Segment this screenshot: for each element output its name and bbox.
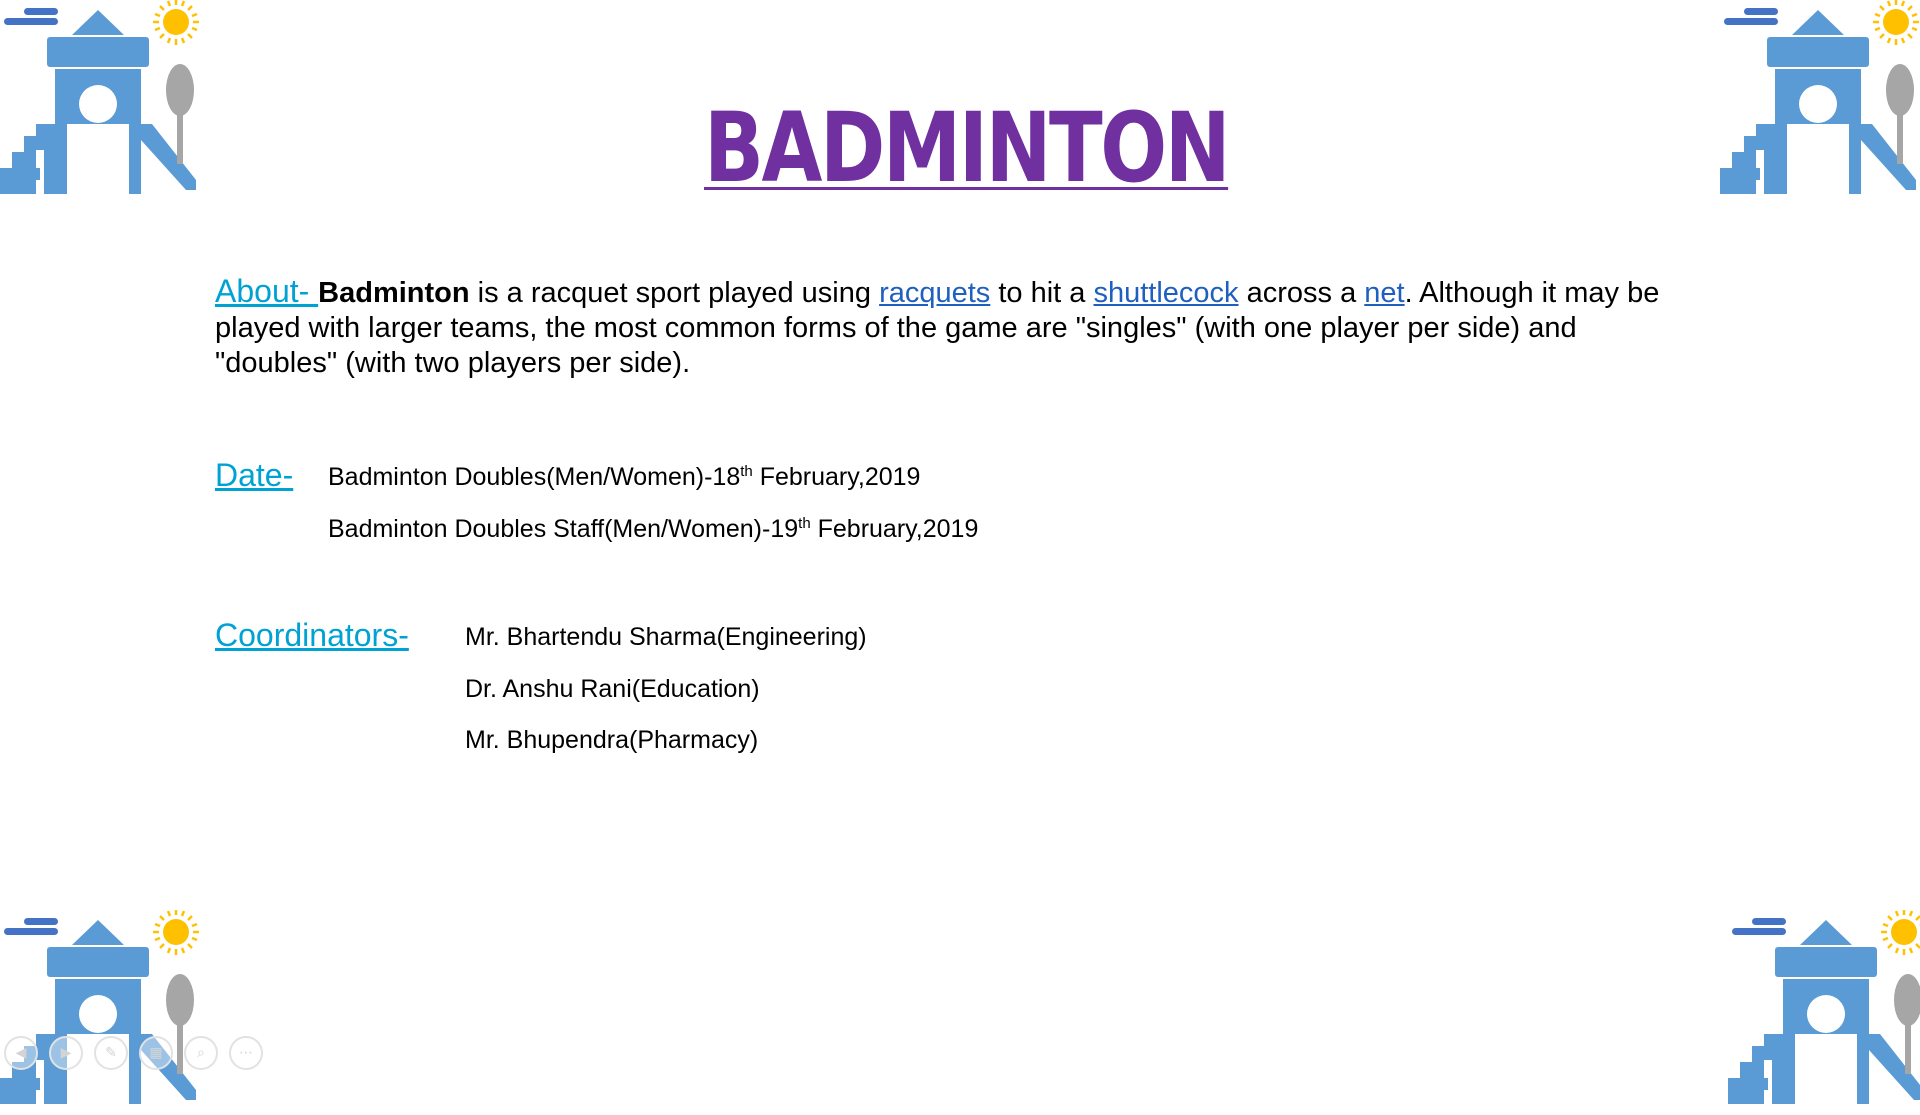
about-text: to hit a xyxy=(990,277,1094,309)
date-entry-text: Badminton Doubles Staff(Men/Women)-19 xyxy=(328,515,799,543)
shuttlecock-link[interactable]: shuttlecock xyxy=(1093,277,1239,309)
date-entry-text: February,2019 xyxy=(752,463,921,491)
date-heading: Date- xyxy=(215,457,294,493)
arrow-left-icon: ◀ xyxy=(15,1045,27,1061)
playground-sun-icon xyxy=(0,0,205,205)
more-options-button[interactable] xyxy=(229,1036,263,1070)
date-entry xyxy=(328,514,978,544)
coordinators-heading: Coordinators- xyxy=(215,617,409,653)
coordinator-name: Mr. Bhartendu Sharma(Engineering) xyxy=(465,623,867,651)
date-entry xyxy=(328,462,920,492)
previous-slide-button[interactable] xyxy=(4,1036,38,1070)
magnifier-icon: ⌕ xyxy=(197,1045,205,1061)
playground-sun-icon xyxy=(1720,0,1920,205)
about-paragraph xyxy=(215,274,1695,381)
pen-tool-button[interactable] xyxy=(94,1036,128,1070)
next-slide-button[interactable] xyxy=(49,1036,83,1070)
racquets-link[interactable]: racquets xyxy=(879,277,991,309)
about-text: . Although it may be played with larger teams, the most common forms of the game are "singles" (with one player per side) and "doubles" (with two players per side). xyxy=(215,277,1660,379)
about-text: across a xyxy=(1238,277,1365,309)
arrow-right-icon: ▶ xyxy=(60,1045,72,1061)
date-ordinal: th xyxy=(798,515,811,532)
playground-sun-icon xyxy=(1728,910,1920,1115)
see-all-slides-button[interactable] xyxy=(139,1036,173,1070)
pen-icon: ✎ xyxy=(105,1045,117,1061)
presenter-toolbar xyxy=(4,1036,263,1070)
coordinator-name: Dr. Anshu Rani(Education) xyxy=(465,675,760,703)
zoom-button[interactable] xyxy=(184,1036,218,1070)
net-link[interactable]: net xyxy=(1364,277,1405,309)
slide-title: BADMINTON xyxy=(704,92,1229,204)
badminton-term: Badminton xyxy=(318,277,470,309)
about-text: is a racquet sport played using xyxy=(469,277,880,309)
slides-grid-icon: ▦ xyxy=(149,1045,163,1061)
playground-sun-icon xyxy=(0,910,205,1115)
date-ordinal: th xyxy=(740,463,753,480)
coordinator-name: Mr. Bhupendra(Pharmacy) xyxy=(465,726,759,754)
date-entry-text: Badminton Doubles(Men/Women)-18 xyxy=(328,463,741,491)
about-heading: About- xyxy=(215,273,319,309)
date-entry-text: February,2019 xyxy=(810,515,979,543)
more-icon: ⋯ xyxy=(239,1045,253,1061)
